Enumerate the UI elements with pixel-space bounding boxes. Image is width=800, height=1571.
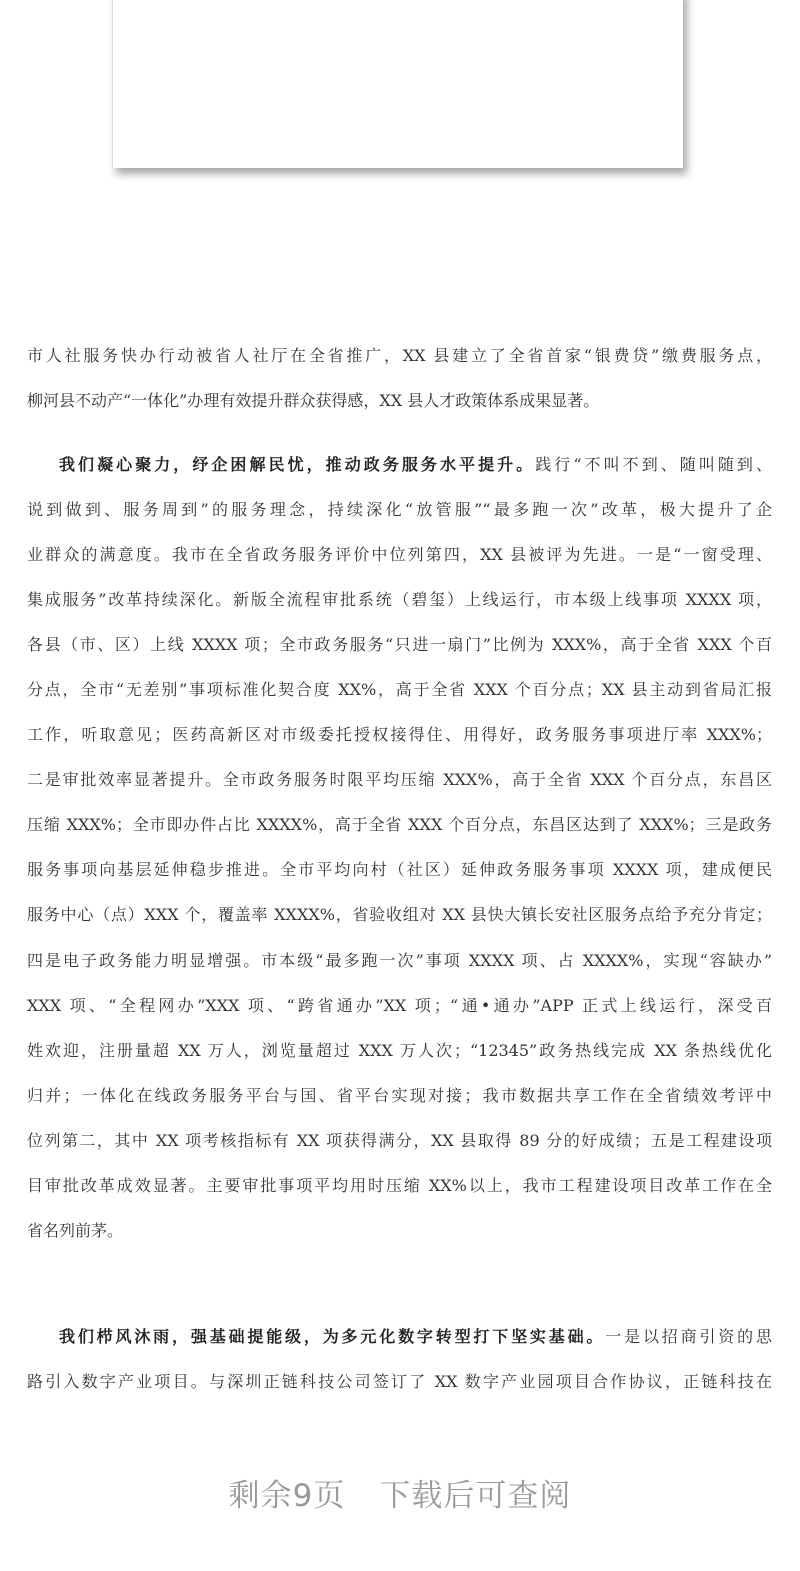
text-line: 位列第二，其中 XX 项考核指标有 XX 项获得满分，XX 县取得 89 分的好成绩；五是工程建设项 — [27, 1130, 772, 1150]
text-line: 分点，全市“无差别”事项标准化契合度 XX%，高于全省 XXX 个百分点；XX 县主动到省局汇报 — [27, 680, 772, 700]
download-prompt[interactable] — [0, 1470, 800, 1515]
previous-page-preview — [112, 0, 683, 168]
text-line: 柳河县不动产“一体化”办理有效提升群众获得感，XX 县人才政策体系成果显著。 — [27, 391, 600, 410]
paragraph-heading: 我们凝心聚力，纾企困解民忧，推动政务服务水平提升。 — [59, 455, 536, 474]
text-line: 业群众的满意度。我市在全省政务服务评价中位列第四，XX 县被评为先进。一是“一窗受理、 — [27, 545, 772, 565]
text-line: 四是电子政务能力明显增强。市本级“最多跑一次”事项 XXXX 项、占 XXXX%，实现“容缺办” — [27, 950, 772, 970]
text-line: 服务中心（点）XXX 个，覆盖率 XXXX%，省验收组对 XX 县快大镇长安社区服务点给予充分肯定； — [27, 905, 772, 925]
text-line: 说到做到、服务周到”的服务理念，持续深化“放管服”“最多跑一次”改革，极大提升了企 — [27, 500, 772, 519]
paragraph-first-line — [59, 1327, 772, 1347]
text-line: 姓欢迎，注册量超 XX 万人，浏览量超过 XXX 万人次；“12345”政务热线完成 XX 条热线优化 — [27, 1040, 772, 1060]
text-line: 市人社服务快办行动被省人社厅在全省推广，XX 县建立了全省首家“银费贷”缴费服务点， — [27, 346, 772, 365]
text-line: 路引入数字产业项目。与深圳正链科技公司签订了 XX 数字产业园项目合作协议，正链科技在 — [27, 1372, 772, 1391]
text-line: 工作，听取意见；医药高新区对市级委托授权接得住、用得好，政务服务事项进厅率 XXX%； — [27, 725, 772, 745]
text-line: XXX 项、“全程网办”XXX 项、“跨省通办”XX 项；“通•通办”APP 正式上线运行，深受百 — [27, 995, 772, 1015]
paragraph-heading: 我们栉风沐雨，强基础提能级，为多元化数字转型打下坚实基础。 — [59, 1327, 606, 1346]
text-line: 目审批改革成效显著。主要审批事项平均用时压缩 XX%以上，我市工程建设项目改革工作在全 — [27, 1175, 772, 1195]
text-line: 归并；一体化在线政务服务平台与国、省平台实现对接；我市数据共享工作在全省绩效考评中 — [27, 1085, 772, 1105]
text-line: 压缩 XXX%；全市即办件占比 XXXX%，高于全省 XXX 个百分点，东昌区达到了 XXX%；三是政务 — [27, 815, 772, 835]
remaining-pages-label: 剩余9页 — [228, 1478, 346, 1514]
text-span: 践行“不叫不到、随叫随到、 — [535, 455, 772, 474]
text-span: 一是以招商引资的思 — [605, 1327, 772, 1346]
text-line: 省名列前茅。 — [27, 1220, 124, 1240]
text-line: 二是审批效率显著提升。全市政务服务时限平均压缩 XXX%，高于全省 XXX 个百分点，东昌区 — [27, 770, 772, 790]
paragraph-first-line — [59, 455, 772, 475]
text-line: 各县（市、区）上线 XXXX 项；全市政务服务“只进一扇门”比例为 XXX%，高于全省 XXX 个百 — [27, 635, 772, 655]
text-line: 服务事项向基层延伸稳步推进。全市平均向村（社区）延伸政务服务事项 XXXX 项，建成便民 — [27, 860, 772, 880]
text-line: 集成服务”改革持续深化。新版全流程审批系统（碧玺）上线运行，市本级上线事项 XXXX 项， — [27, 590, 772, 610]
download-hint-label: 下载后可查阅 — [379, 1478, 572, 1514]
